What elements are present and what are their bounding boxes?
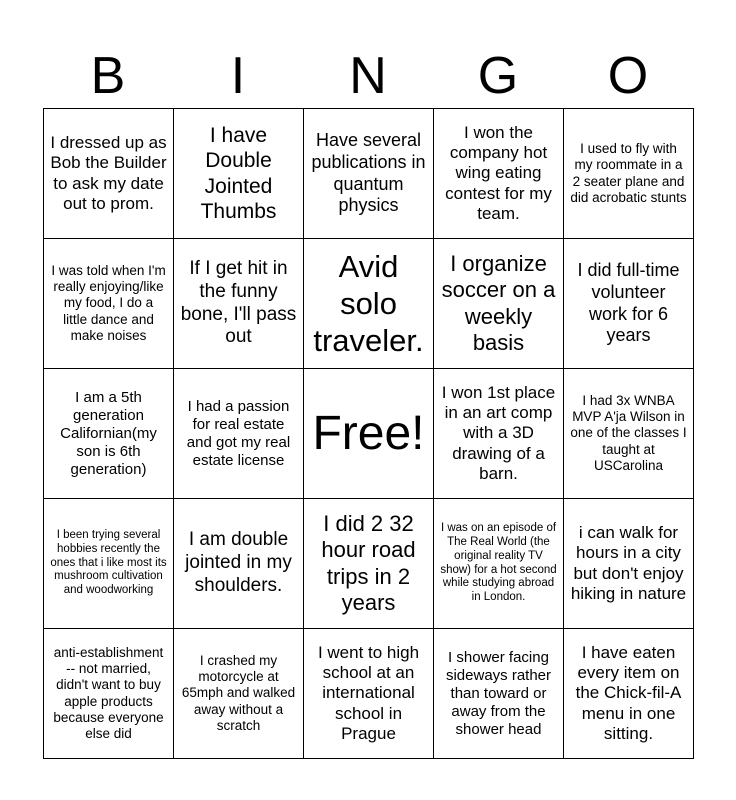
board-row [44,369,694,499]
bingo-square[interactable]: I used to fly with my roommate in a 2 seater plane and did acrobatic stunts [564,109,694,239]
bingo-square[interactable]: I won 1st place in an art comp with a 3D drawing of a barn. [434,369,564,499]
bingo-square[interactable]: I did 2 32 hour road trips in 2 years [304,499,434,629]
bingo-square[interactable]: I am double jointed in my shoulders. [174,499,304,629]
bingo-square[interactable]: I shower facing sideways rather than toward or away from the shower head [434,629,564,759]
board-row [44,239,694,369]
bingo-square[interactable]: I had 3x WNBA MVP A'ja Wilson in one of the classes I taught at USCarolina [564,369,694,499]
bingo-square[interactable]: Avid solo traveler. [304,239,434,369]
bingo-square[interactable]: i can walk for hours in a city but don't enjoy hiking in nature [564,499,694,629]
header-letter-o: O [607,47,649,105]
bingo-square[interactable]: anti-establishment -- not married, didn't want to buy apple products because everyone else did [44,629,174,759]
header-letter-b: B [90,47,126,105]
bingo-square[interactable]: I won the company hot wing eating contest for my team. [434,109,564,239]
bingo-square[interactable]: I was told when I'm really enjoying/like my food, I do a little dance and make noises [44,239,174,369]
bingo-header [43,44,693,108]
bingo-square[interactable]: I had a passion for real estate and got my real estate license [174,369,304,499]
header-letter-i: I [230,47,246,105]
bingo-square[interactable]: I am a 5th generation Californian(my son is 6th generation) [44,369,174,499]
board-row [44,499,694,629]
board-row [44,109,694,239]
board-row [44,629,694,759]
header-letter-g: G [477,47,519,105]
bingo-square[interactable]: I dressed up as Bob the Builder to ask my date out to prom. [44,109,174,239]
bingo-square[interactable]: I crashed my motorcycle at 65mph and walked away without a scratch [174,629,304,759]
free-square[interactable]: Free! [304,369,434,499]
bingo-square[interactable]: I been trying several hobbies recently the ones that i like most its mushroom cultivation and woodworking [44,499,174,629]
bingo-square[interactable]: I have eaten every item on the Chick-fil-A menu in one sitting. [564,629,694,759]
bingo-board [43,108,694,759]
header-letter-n: N [349,47,387,105]
bingo-square[interactable]: If I get hit in the funny bone, I'll pass out [174,239,304,369]
bingo-square[interactable]: I went to high school at an international school in Prague [304,629,434,759]
bingo-square[interactable]: I organize soccer on a weekly basis [434,239,564,369]
bingo-square[interactable]: I was on an episode of The Real World (the original reality TV show) for a hot second while studying abroad in London. [434,499,564,629]
bingo-square[interactable]: I have Double Jointed Thumbs [174,109,304,239]
bingo-square[interactable]: Have several publications in quantum physics [304,109,434,239]
bingo-square[interactable]: I did full-time volunteer work for 6 years [564,239,694,369]
